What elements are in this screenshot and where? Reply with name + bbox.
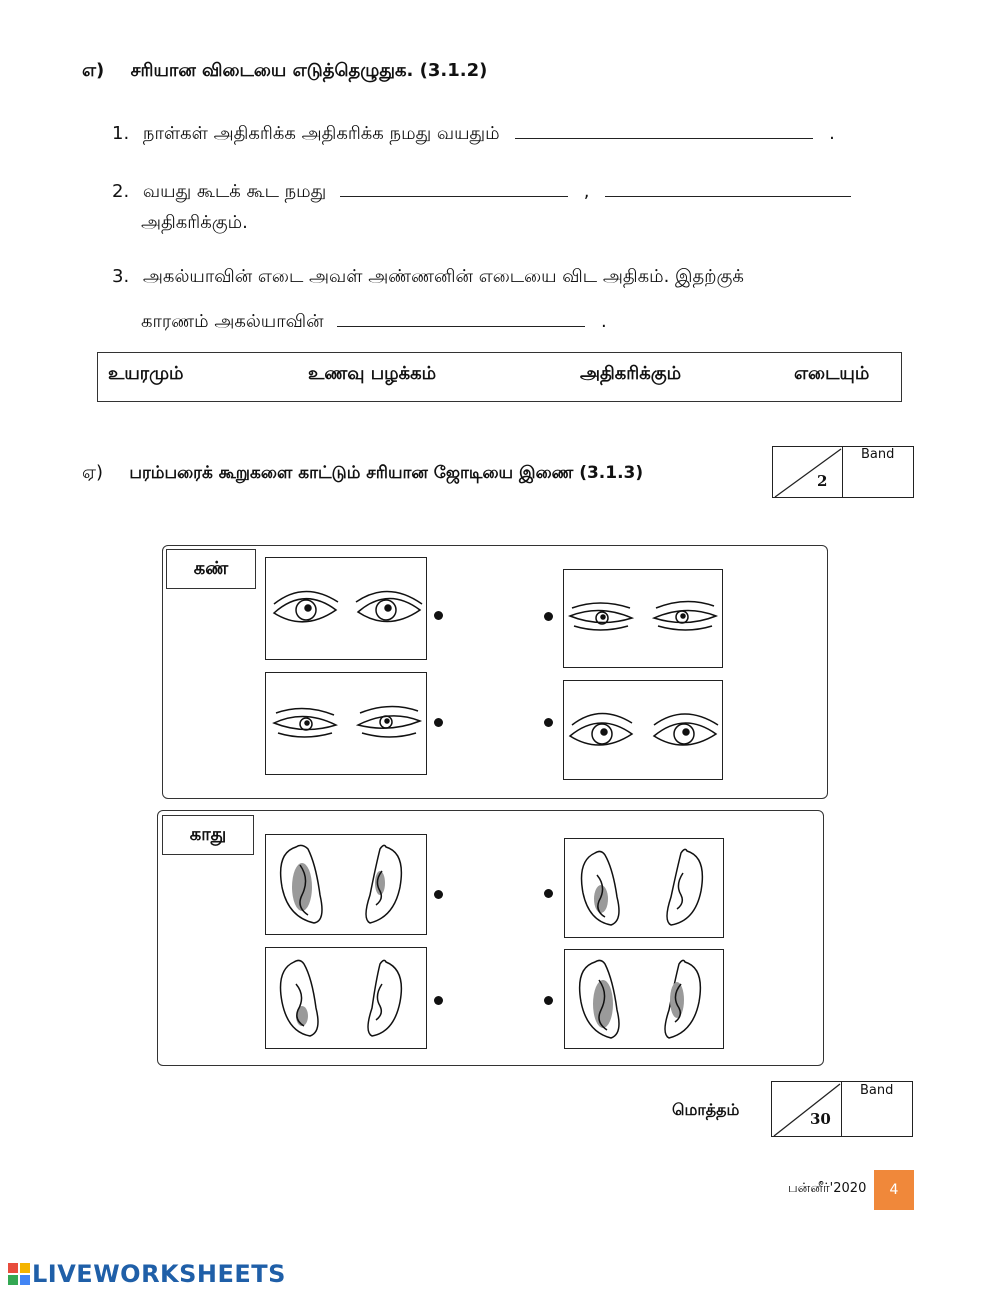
total-label: மொத்தம் — [672, 1100, 740, 1119]
word-bank-item[interactable]: எடையும் — [794, 363, 870, 384]
match-dot[interactable] — [544, 718, 553, 727]
ear-picture-right-1 — [564, 838, 724, 938]
section-ae-marker: ஏ) — [82, 462, 104, 483]
total-score-value: 30 — [810, 1110, 831, 1128]
brand-text: LIVEWORKSHEETS — [32, 1260, 286, 1288]
band-score-value: 2 — [817, 472, 828, 490]
question-1-answer-blank[interactable] — [515, 120, 813, 139]
word-bank-item[interactable]: அதிகரிக்கும் — [580, 363, 682, 384]
liveworksheets-logo — [8, 1260, 286, 1288]
eye-group-label: கண் — [166, 549, 256, 589]
eye-matching-group — [162, 545, 828, 799]
match-dot[interactable] — [434, 996, 443, 1005]
word-bank-item[interactable]: உயரமும் — [108, 363, 184, 384]
total-band-box — [771, 1081, 913, 1137]
eye-picture-right-1 — [563, 569, 723, 668]
band-score-box — [772, 446, 914, 498]
question-3-end: . — [601, 311, 607, 332]
word-bank — [97, 352, 902, 402]
question-2 — [112, 178, 851, 205]
question-3 — [112, 264, 744, 290]
ear-picture-left-1 — [265, 834, 427, 935]
footer-credit: பன்னீர்'2020 — [788, 1181, 867, 1196]
logo-squares-icon — [8, 1263, 30, 1285]
question-1-text: நாள்கள் அதிகரிக்க அதிகரிக்க நமது வயதும் — [142, 123, 500, 144]
question-2-answer-blank-1[interactable] — [340, 178, 568, 197]
match-dot[interactable] — [544, 612, 553, 621]
section-ae-title: பரம்பரைக் கூறுகளை காட்டும் சரியான ஜோடியை இணை (3.1.3) — [129, 463, 644, 483]
question-1-end: . — [829, 123, 835, 144]
question-3-answer-blank[interactable] — [337, 308, 585, 327]
question-2-answer-blank-2[interactable] — [605, 178, 851, 197]
band-label: Band — [861, 447, 895, 462]
eye-picture-left-2 — [265, 672, 427, 775]
ear-picture-right-2 — [564, 949, 724, 1049]
question-2-number: 2. — [112, 181, 130, 202]
ear-group-label: காது — [162, 815, 254, 855]
eye-picture-left-1 — [265, 557, 427, 660]
total-slash-cell — [772, 1082, 842, 1136]
total-band-label: Band — [860, 1083, 894, 1098]
question-3-line2-text: காரணம் அகல்யாவின் — [141, 311, 324, 332]
score-slash-cell — [773, 447, 843, 497]
section-ae-heading — [82, 462, 643, 485]
match-dot[interactable] — [434, 890, 443, 899]
question-3-text: அகல்யாவின் எடை அவள் அண்ணனின் எடையை விட அதிகம். இதற்குக் — [142, 266, 744, 287]
ear-picture-left-2 — [265, 947, 427, 1049]
match-dot[interactable] — [434, 718, 443, 727]
match-dot[interactable] — [544, 996, 553, 1005]
question-3-line2 — [141, 308, 607, 335]
question-3-number: 3. — [112, 266, 130, 287]
question-2-text: வயது கூடக் கூட நமது — [142, 181, 327, 202]
question-1-number: 1. — [112, 123, 130, 144]
question-2-line2: அதிகரிக்கும். — [141, 212, 248, 233]
eye-picture-right-2 — [563, 680, 723, 780]
page-number: 4 — [874, 1170, 914, 1210]
section-e-title: சரியான விடையை எடுத்தெழுதுக. (3.1.2) — [130, 60, 488, 81]
word-bank-item[interactable]: உணவு பழக்கம் — [308, 363, 437, 384]
question-2-separator: , — [583, 181, 590, 202]
match-dot[interactable] — [544, 889, 553, 898]
section-e-heading — [82, 60, 487, 83]
question-1 — [112, 120, 835, 147]
match-dot[interactable] — [434, 611, 443, 620]
section-e-marker: எ) — [82, 60, 105, 81]
